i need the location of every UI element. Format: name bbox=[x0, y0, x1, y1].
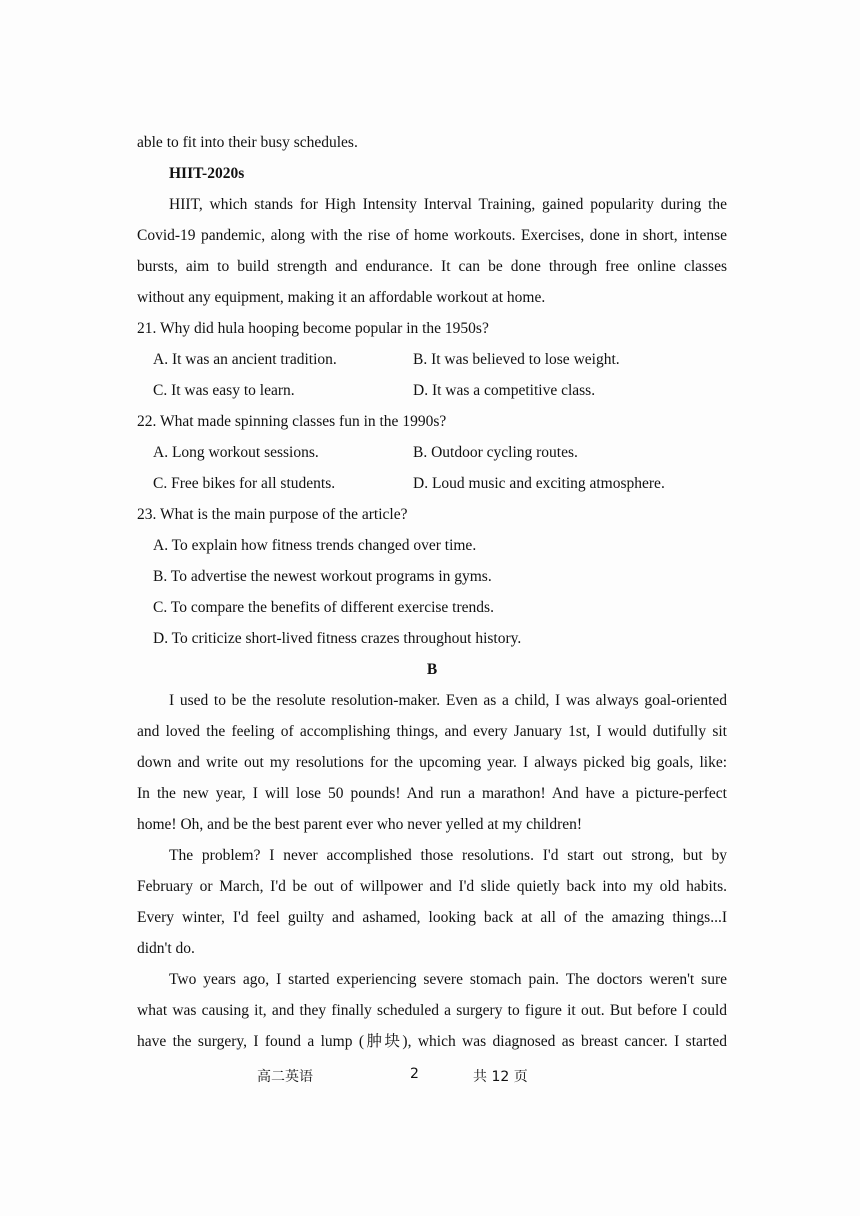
question-21-options-row-2 bbox=[137, 375, 727, 406]
question-23-stem: 23. What is the main purpose of the article? bbox=[137, 506, 408, 523]
paragraph-line: and loved the feeling of accomplishing things, and every January 1st, I would dutifully sit bbox=[137, 723, 727, 740]
question-21-options-row-1 bbox=[137, 344, 727, 375]
paragraph-line: have the surgery, I found a lump (肿块), which was diagnosed as breast cancer. I started bbox=[137, 1033, 727, 1050]
hiit-line: without any equipment, making it an affordable workout at home. bbox=[137, 289, 546, 306]
hiit-line: HIIT, which stands for High Intensity Interval Training, gained popularity during the bbox=[169, 196, 727, 213]
intro-tail-text: able to fit into their busy schedules. bbox=[137, 134, 358, 151]
section-b-heading: B bbox=[426, 661, 438, 678]
footer-total-pages: 共 12 页 bbox=[473, 1069, 528, 1085]
question-23-option-d: D. To criticize short-lived fitness crazes throughout history. bbox=[153, 630, 522, 647]
section-b-paragraph-1 bbox=[137, 685, 727, 840]
question-21-option-c: C. It was easy to learn. bbox=[153, 382, 295, 399]
paragraph-line: home! Oh, and be the best parent ever who never yelled at my children! bbox=[137, 816, 583, 833]
section-b-paragraph-3 bbox=[137, 964, 727, 1057]
paragraph-line: February or March, I'd be out of willpower and I'd slide quietly back into my old habits. bbox=[137, 878, 727, 895]
question-21-option-d: D. It was a competitive class. bbox=[413, 382, 596, 399]
question-21-option-b: B. It was believed to lose weight. bbox=[413, 351, 620, 368]
question-22-options-row-2 bbox=[137, 468, 727, 499]
question-22-option-d: D. Loud music and exciting atmosphere. bbox=[413, 475, 665, 492]
question-22-option-b: B. Outdoor cycling routes. bbox=[413, 444, 578, 461]
paragraph-line: In the new year, I will lose 50 pounds! And run a marathon! And have a picture-perfect bbox=[137, 785, 727, 802]
paragraph-line: Two years ago, I started experiencing severe stomach pain. The doctors weren't sure bbox=[169, 971, 727, 988]
paragraph-line: didn't do. bbox=[137, 940, 195, 957]
paragraph-line: I used to be the resolute resolution-maker. Even as a child, I was always goal-oriented bbox=[169, 692, 727, 709]
hiit-line: Covid-19 pandemic, along with the rise of home workouts. Exercises, done in short, intense bbox=[137, 227, 727, 244]
paragraph-line: The problem? I never accomplished those resolutions. I'd start out strong, but by bbox=[169, 847, 727, 864]
paragraph-line: down and write out my resolutions for the upcoming year. I always picked big goals, like: bbox=[137, 754, 727, 771]
section-b-paragraph-2 bbox=[137, 840, 727, 964]
paragraph-line: what was causing it, and they finally scheduled a surgery to figure it out. But before I could bbox=[137, 1002, 727, 1019]
question-23-option-b: B. To advertise the newest workout programs in gyms. bbox=[153, 568, 492, 585]
question-22-option-c: C. Free bikes for all students. bbox=[153, 475, 336, 492]
hiit-paragraph bbox=[137, 189, 727, 313]
question-22-options-row-1 bbox=[137, 437, 727, 468]
hiit-line: bursts, aim to build strength and endurance. It can be done through free online classes bbox=[137, 258, 727, 275]
paragraph-line: Every winter, I'd feel guilty and ashamed, looking back at all of the amazing things...I bbox=[137, 909, 727, 926]
question-21-stem: 21. Why did hula hooping become popular in the 1950s? bbox=[137, 320, 489, 337]
page-content bbox=[137, 127, 727, 1057]
question-23-option-c: C. To compare the benefits of different exercise trends. bbox=[153, 599, 494, 616]
footer-subject: 高二英语 bbox=[257, 1069, 313, 1085]
hiit-heading: HIIT-2020s bbox=[169, 165, 245, 182]
question-21-option-a: A. It was an ancient tradition. bbox=[153, 351, 337, 368]
question-22-option-a: A. Long workout sessions. bbox=[153, 444, 319, 461]
footer-page-number: 2 bbox=[410, 1066, 419, 1082]
question-23-option-a: A. To explain how fitness trends changed over time. bbox=[153, 537, 477, 554]
question-22-stem: 22. What made spinning classes fun in the 1990s? bbox=[137, 413, 447, 430]
